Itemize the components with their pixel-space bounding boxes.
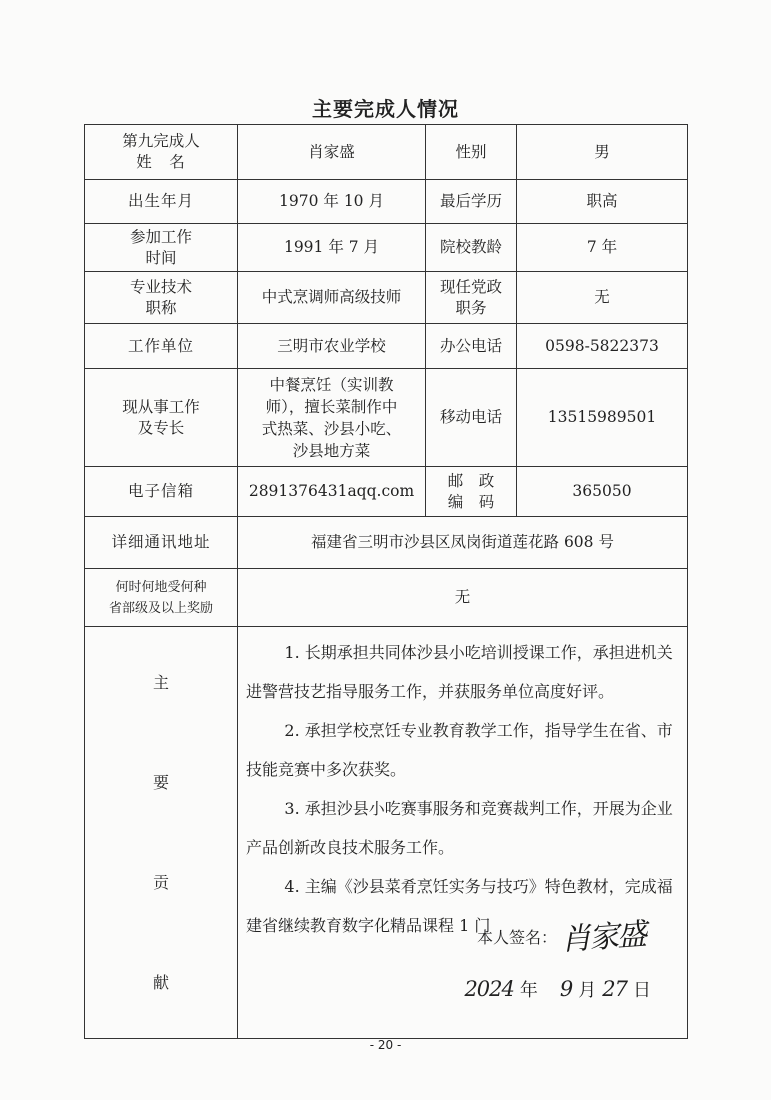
- name-label: [85, 125, 238, 180]
- row-title: [85, 272, 688, 324]
- job-label-line2: 及专长: [137, 418, 185, 437]
- education-value: 职高: [517, 180, 688, 224]
- work-start-label: [85, 224, 238, 272]
- contribution-item-1: 1. 长期承担共同体沙县小吃培训授课工作，承担进机关进警营技艺指导服务工作，并获服务单位高度好评。: [246, 643, 673, 701]
- row-award: [85, 569, 688, 627]
- contribution-label-char-3: 贡: [152, 873, 169, 892]
- zip-value: 365050: [517, 467, 688, 517]
- row-work-start: [85, 224, 688, 272]
- birth-value: 1970 年 10 月: [238, 180, 426, 224]
- row-job: [85, 369, 688, 467]
- pro-title-label-line1: 专业技术: [129, 277, 192, 296]
- post-value: 无: [517, 272, 688, 324]
- contribution-label-char-4: 献: [152, 973, 169, 992]
- gender-label: 性别: [426, 125, 517, 180]
- education-label: 最后学历: [426, 180, 517, 224]
- job-label: [85, 369, 238, 467]
- email-value: 2891376431aqq.com: [238, 467, 426, 517]
- contribution-label-char-2: 要: [152, 773, 169, 792]
- work-start-value: 1991 年 7 月: [238, 224, 426, 272]
- row-name: [85, 125, 688, 180]
- row-birth: [85, 180, 688, 224]
- handwritten-signature: 肖家盛: [559, 917, 647, 958]
- pro-title-label: [85, 272, 238, 324]
- date-day: 27: [602, 977, 627, 1001]
- post-label-line1: 现任党政: [439, 277, 502, 296]
- unit-value: 三明市农业学校: [238, 324, 426, 369]
- award-label: [85, 569, 238, 627]
- teaching-years-value: 7 年: [517, 224, 688, 272]
- email-label: 电子信箱: [85, 467, 238, 517]
- teaching-years-label: 院校教龄: [426, 224, 517, 272]
- award-label-line2: 省部级及以上奖励: [108, 600, 213, 616]
- row-unit: [85, 324, 688, 369]
- mobile-label: 移动电话: [426, 369, 517, 467]
- contribution-label-char-1: 主: [152, 673, 169, 692]
- job-label-line1: 现从事工作: [122, 397, 200, 416]
- job-value: [238, 369, 426, 467]
- award-label-line1: 何时何地受何种: [115, 579, 207, 595]
- post-label: [426, 272, 517, 324]
- page-title: 主要完成人情况: [312, 97, 459, 121]
- contribution-label: [85, 627, 238, 1039]
- job-value-line2: 师），擅长菜制作中: [265, 397, 398, 416]
- row-email: [85, 467, 688, 517]
- work-start-label-line2: 时间: [145, 248, 177, 267]
- address-label: 详细通讯地址: [85, 517, 238, 569]
- pro-title-label-line2: 职称: [145, 298, 177, 317]
- date-month-unit: 月: [578, 980, 597, 1001]
- job-value-line3: 式热菜、沙县小吃、: [261, 419, 402, 438]
- unit-label: 工作单位: [85, 324, 238, 369]
- contribution-item-2: 2. 承担学校烹饪专业教育教学工作，指导学生在省、市技能竞赛中多次获奖。: [246, 721, 673, 779]
- gender-value: 男: [517, 125, 688, 180]
- date-month: 9: [559, 977, 573, 1001]
- name-label-line2: 姓 名: [136, 153, 186, 171]
- zip-label-line1: 邮 政: [447, 471, 495, 490]
- signature-label: 本人签名：: [476, 928, 557, 947]
- job-value-line1: 中餐烹饪（实训教: [269, 375, 394, 394]
- signature-date: [464, 979, 651, 1001]
- contribution-content: [238, 627, 688, 1039]
- row-contribution: [85, 627, 688, 1039]
- personnel-table: [84, 124, 688, 1039]
- name-label-line1: 第九完成人: [122, 132, 200, 150]
- mobile-value: 13515989501: [517, 369, 688, 467]
- office-phone-value: 0598-5822373: [517, 324, 688, 369]
- office-phone-label: 办公电话: [426, 324, 517, 369]
- date-year-unit: 年: [519, 980, 538, 1001]
- name-value: 肖家盛: [238, 125, 426, 180]
- date-day-unit: 日: [633, 980, 651, 1001]
- pro-title-value: 中式烹调师高级技师: [238, 272, 426, 324]
- award-value: 无: [238, 569, 688, 627]
- signature-block: [476, 917, 647, 958]
- row-address: [85, 517, 688, 569]
- address-value: 福建省三明市沙县区凤岗街道莲花路 608 号: [238, 517, 688, 569]
- birth-label: 出生年月: [85, 180, 238, 224]
- date-year: 2024: [464, 977, 514, 1001]
- work-start-label-line1: 参加工作: [129, 227, 192, 246]
- contribution-item-4: 4. 主编《沙县菜肴烹饪实务与技巧》特色教材，完成福建省继续教育数字化精品课程 1 门: [246, 877, 673, 935]
- post-label-line2: 职务: [455, 298, 487, 317]
- page-number: - 20 -: [369, 1038, 402, 1052]
- zip-label: [426, 467, 517, 517]
- zip-label-line2: 编 码: [447, 492, 495, 511]
- job-value-line4: 沙县地方菜: [292, 441, 371, 460]
- contribution-item-3: 3. 承担沙县小吃赛事服务和竞赛裁判工作，开展为企业产品创新改良技术服务工作。: [246, 799, 673, 857]
